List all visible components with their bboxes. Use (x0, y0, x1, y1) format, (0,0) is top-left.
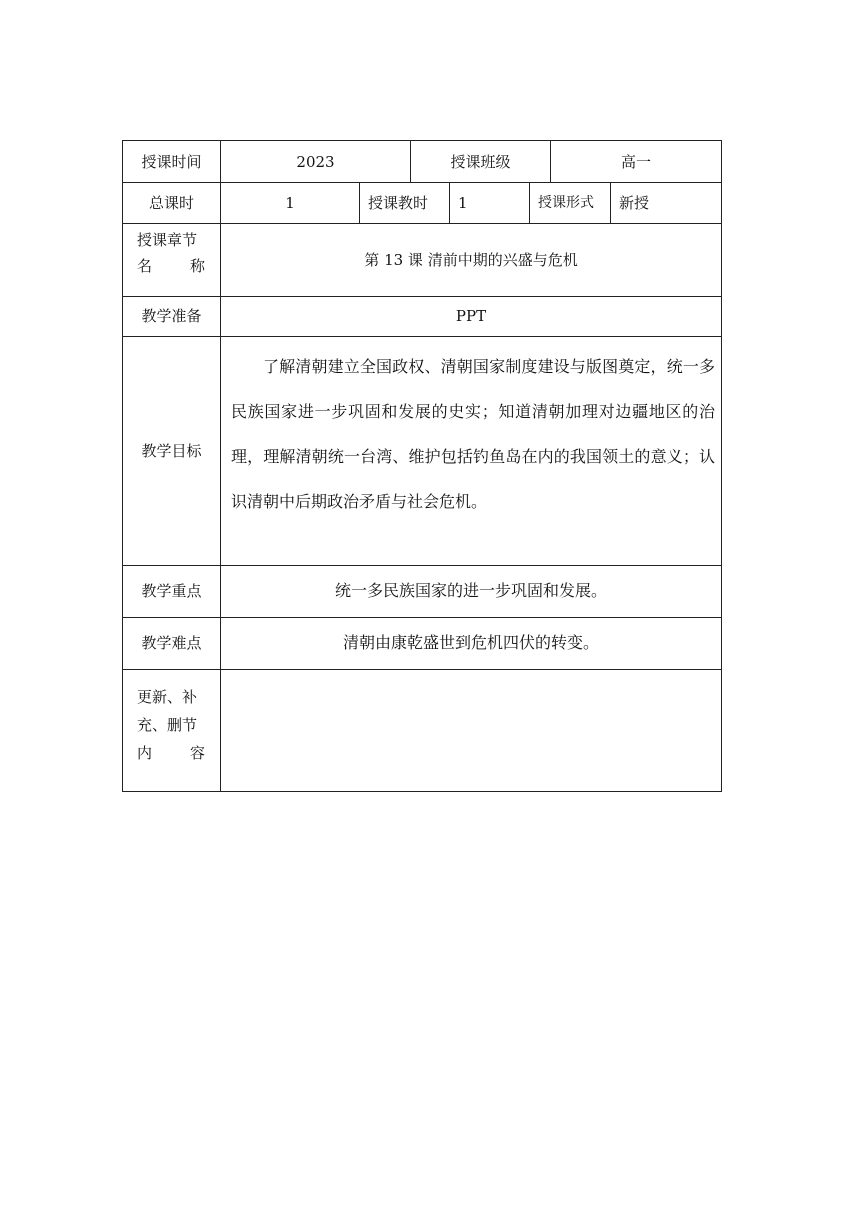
chapter-value: 第 13 课 清前中期的兴盛与危机 (364, 250, 578, 269)
update-label-char: 容 (189, 744, 205, 762)
lesson-plan-table (122, 140, 722, 792)
chapter-label-line2 (137, 253, 205, 279)
goals-label: 教学目标 (141, 441, 202, 460)
total-hours-label: 总课时 (148, 193, 194, 212)
total-hours-value: 1 (285, 193, 295, 212)
key-points-label: 教学重点 (141, 582, 202, 600)
preparation-label: 教学准备 (141, 307, 202, 325)
difficulties-label: 教学难点 (141, 634, 202, 652)
chapter-label-char: 称 (189, 257, 205, 275)
chapter-label-line1: 授课章节 (137, 231, 198, 249)
class-label: 授课班级 (450, 152, 511, 171)
chapter-label-char: 名 (137, 257, 153, 275)
update-value (221, 669, 721, 791)
time-value: 2023 (296, 152, 335, 171)
teaching-form-value: 新授 (619, 193, 650, 212)
key-points-value: 统一多民族国家的进一步巩固和发展。 (334, 581, 607, 600)
update-label-line2: 充、删节 (137, 716, 198, 734)
teaching-hours-label: 授课教时 (368, 193, 429, 212)
update-label-line1: 更新、补 (137, 688, 198, 706)
update-label-char: 内 (137, 744, 153, 762)
goals-text: 了解清朝建立全国政权、清朝国家制度建设与版图奠定，统一多民族国家进一步巩固和发展的史实；知道清朝加理对边疆地区的治理，理解清朝统一台湾、维护包括钓鱼岛在内的我国领土的意义；认识清朝中后期政治矛盾与社会危机。 (231, 357, 715, 511)
chapter-label (123, 223, 220, 296)
lesson-plan-sheet (122, 140, 722, 792)
preparation-value: PPT (455, 307, 487, 325)
update-label (123, 669, 220, 791)
class-value: 高一 (620, 152, 651, 171)
difficulties-value: 清朝由康乾盛世到危机四伏的转变。 (342, 633, 599, 652)
teaching-hours-value: 1 (458, 193, 468, 212)
update-label-line3 (137, 739, 205, 767)
teaching-form-label: 授课形式 (538, 194, 594, 211)
time-label: 授课时间 (141, 152, 202, 171)
